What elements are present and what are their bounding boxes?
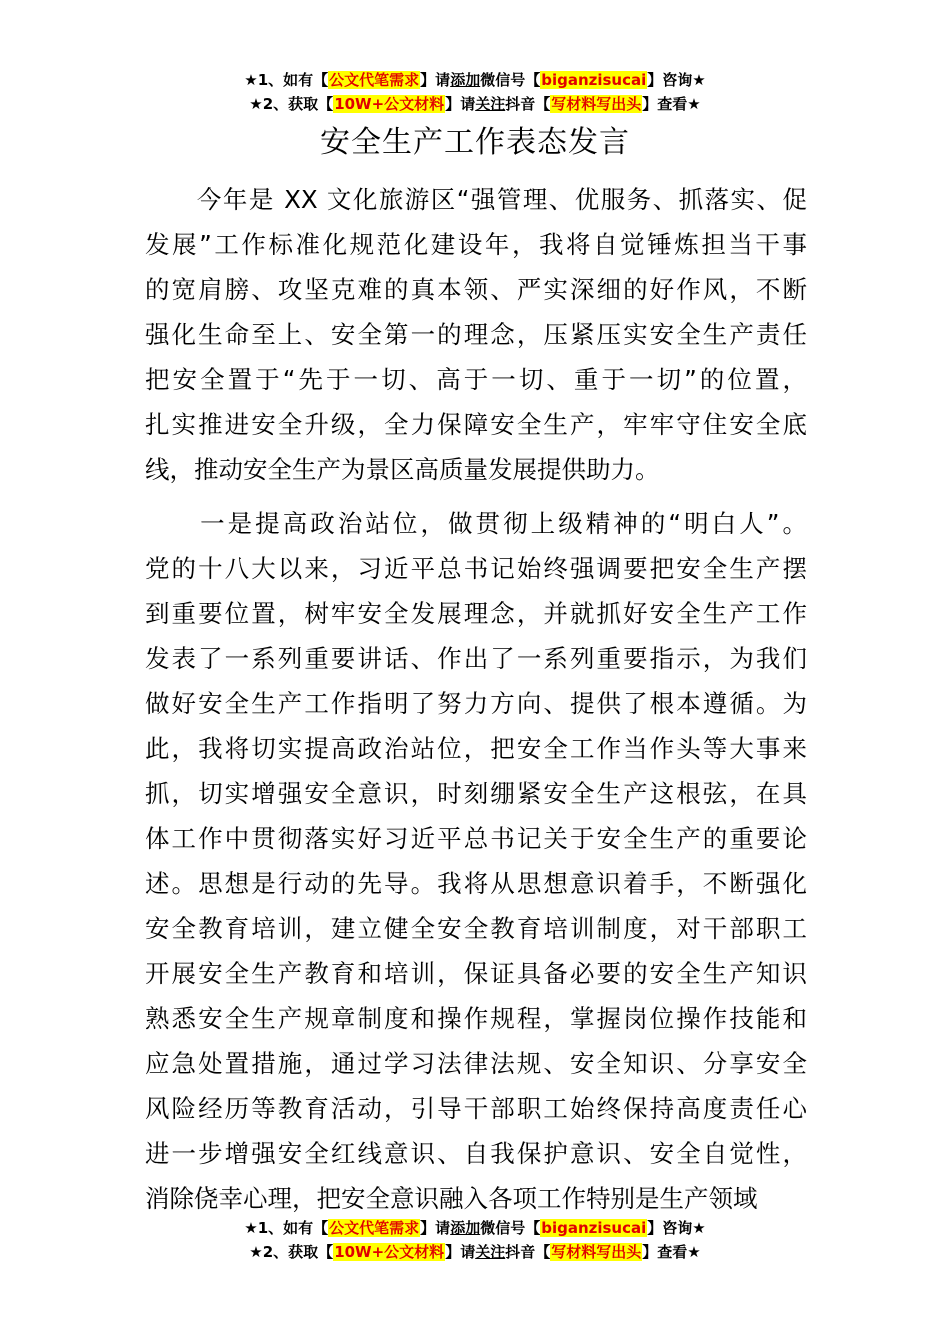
banner-text: ★2、获取【 xyxy=(249,95,334,113)
paragraph-line: 今年是 XX 文化旅游区“强管理、优服务、抓落实、促 xyxy=(145,185,807,214)
banner-text: 微信号【 xyxy=(480,1219,541,1237)
banner-text: 微信号【 xyxy=(480,71,541,89)
paragraph-line: 此，我将切实提高政治站位，把安全工作当作头等大事来 xyxy=(145,734,807,763)
paragraph-line: 熟悉安全生产规章制度和操作规程，掌握岗位操作技能和 xyxy=(145,1004,807,1033)
paragraph-line: 消除侥幸心理，把安全意识融入各项工作特别是生产领域 xyxy=(145,1184,758,1213)
banner-underlined-text: 关注 xyxy=(475,1243,506,1261)
paragraph-line: 做好安全生产工作指明了努力方向、提供了根本遵循。为 xyxy=(145,689,807,718)
paragraph-line: 应急处置措施，通过学习法律法规、安全知识、分享安全 xyxy=(145,1049,807,1078)
document-title: 安全生产工作表态发言 xyxy=(320,125,630,160)
banner-line-2 xyxy=(0,1240,950,1264)
top-banner xyxy=(0,68,950,116)
banner-underlined-text: 关注 xyxy=(475,95,506,113)
banner-underlined-text: 添加 xyxy=(450,71,481,89)
banner-text: 】查看★ xyxy=(642,95,701,113)
paragraph-line: 到重要位置，树牢安全发展理念，并就抓好安全生产工作 xyxy=(145,599,807,628)
banner-line-2 xyxy=(0,92,950,116)
banner-line-1 xyxy=(0,68,950,92)
banner-highlight: 10W+公文材料 xyxy=(334,1243,445,1261)
banner-text: 】查看★ xyxy=(642,1243,701,1261)
banner-highlight: 公文代笔需求 xyxy=(329,1219,420,1237)
paragraph-line: 述。思想是行动的先导。我将从思想意识着手，不断强化 xyxy=(145,869,807,898)
banner-highlight: biganzisucai xyxy=(541,1219,647,1237)
banner-underlined-text: 添加 xyxy=(450,1219,481,1237)
paragraph-line: 扎实推进安全升级，全力保障安全生产，牢牢守住安全底 xyxy=(145,410,807,439)
bottom-banner xyxy=(0,1216,950,1264)
banner-text: 抖音【 xyxy=(505,1243,551,1261)
paragraph-line: 把安全置于“先于一切、高于一切、重于一切”的位置， xyxy=(145,365,807,394)
banner-highlight: 公文代笔需求 xyxy=(329,71,420,89)
paragraph-line: 一是提高政治站位，做贯彻上级精神的“明白人”。 xyxy=(145,509,807,538)
paragraph-line: 党的十八大以来，习近平总书记始终强调要把安全生产摆 xyxy=(145,554,807,583)
paragraph-line: 体工作中贯彻落实好习近平总书记关于安全生产的重要论 xyxy=(145,824,807,853)
banner-highlight: biganzisucai xyxy=(541,71,647,89)
banner-text: 】请 xyxy=(420,71,451,89)
paragraph-line: 强化生命至上、安全第一的理念，压紧压实安全生产责任 xyxy=(145,320,807,349)
paragraph-line: 安全教育培训，建立健全安全教育培训制度，对干部职工 xyxy=(145,914,807,943)
banner-text: ★2、获取【 xyxy=(249,1243,334,1261)
banner-text: 抖音【 xyxy=(505,95,551,113)
paragraph-2 xyxy=(145,501,807,1221)
banner-text: ★1、如有【 xyxy=(244,1219,329,1237)
paragraph-line: 开展安全生产教育和培训，保证具备必要的安全生产知识 xyxy=(145,959,807,988)
banner-text: ★1、如有【 xyxy=(244,71,329,89)
banner-highlight: 10W+公文材料 xyxy=(334,95,445,113)
paragraph-line: 风险经历等教育活动，引导干部职工始终保持高度责任心 xyxy=(145,1094,807,1123)
paragraph-1 xyxy=(145,177,807,492)
banner-text: 】请 xyxy=(445,95,476,113)
banner-text: 】咨询★ xyxy=(647,1219,706,1237)
paragraph-line: 的宽肩膀、攻坚克难的真本领、严实深细的好作风，不断 xyxy=(145,275,807,304)
banner-text: 】请 xyxy=(445,1243,476,1261)
banner-highlight: 写材料写出头 xyxy=(551,1243,642,1261)
banner-text: 】咨询★ xyxy=(647,71,706,89)
banner-highlight: 写材料写出头 xyxy=(551,95,642,113)
paragraph-line: 线，推动安全生产为景区高质量发展提供助力。 xyxy=(145,455,660,484)
paragraph-line: 发展”工作标准化规范化建设年，我将自觉锤炼担当干事 xyxy=(145,230,807,259)
banner-text: 】请 xyxy=(420,1219,451,1237)
banner-line-1 xyxy=(0,1216,950,1240)
paragraph-line: 发表了一系列重要讲话、作出了一系列重要指示，为我们 xyxy=(145,644,807,673)
paragraph-line: 抓，切实增强安全意识，时刻绷紧安全生产这根弦，在具 xyxy=(145,779,807,808)
paragraph-line: 进一步增强安全红线意识、自我保护意识、安全自觉性， xyxy=(145,1139,807,1168)
